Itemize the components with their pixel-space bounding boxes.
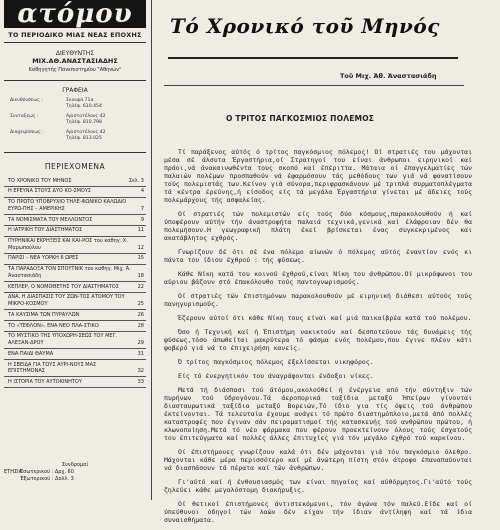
article-paragraph: Γνωρίζουν δέ ότι σέ ένα πόλεμο αίωνών ό πόλεμος αύτός έναντίον ενός κι πάντα του ίδιου έχθρού : τής φύσεως. bbox=[164, 248, 472, 264]
article-paragraph: Τί παράξενος αύτός ό τρίτος παγκόσμιος πόλεμος! Οί στρατιές του μάχονται μέσα σέ άλσυτα Έργαστήρια,οί Στρατηγοί του είναι άνθρωποι ειρηνικοί καί πράοι,νά άνακαινωθέντα τους σκοπό καί έπέριττα. Μάταια οί έπαγγελματίες τών παλαιών πολέμων προσπαθούν νά έφαρμόσουν τάς μεθόδους των γιά νά φανατίσουν τούς πολεμιστάς των.Κείνον γιά σύνορα,περιφρασκάνουν μέ τριπλά συρματοπλέγματα τά κέντρα έρεύνης,ή είσοδος είς τά μεγάλα Έργαστήρια γίνεται μέ άδειες τούς πολεμάρχους τής ασφαλείας. bbox=[164, 148, 472, 204]
toc-entry[interactable] bbox=[4, 310, 146, 321]
toc-entry-title: ΤΟ ΜΥΣΤΙΚΟ ΤΗΣ ΥΠΟΧΩΡΗ-ΣΕΩΣ ΤΟΥ ΜΕΓ. ΑΛΕΞΑΝ-ΔΡΟΥ bbox=[8, 333, 117, 346]
toc-entry[interactable] bbox=[4, 282, 146, 293]
office-row-value: Τηλέφ. 810.798 bbox=[66, 120, 102, 125]
offices-label: ΓΡΑΦΕΙΑ bbox=[62, 87, 88, 94]
article-paragraph: Όσο ή Τεχνική καί ή Έπιστήμη νακικτούν καί δεσποτεύουν τάς δυνάμεις τής φύσεως,τόσο άπωθείται μακρύτερα τό φάσμα ενός πολέμου,που έγινε πλέον κάτι φοβερό γιά νά το έπιχειρήση κανείς. bbox=[164, 328, 472, 352]
toc-entry-title: ΤΟ ΠΡΩΤΟ ΥΠΟΒΡΥΧΙΟ ΤΗΛΕ-ΦΩΝΙΚΟ ΚΑΛΩΔΙΟ ΕΥΡΩ-ΠΗΣ – ΑΜΕΡΙΚΗΣ bbox=[8, 199, 127, 212]
toc-entry-title: ΤΑ ΝΟΜΙΣΜΑΤΑ ΤΟΥ ΜΕΛΛΟΝΤΟΣ bbox=[8, 216, 93, 223]
toc-entry-title: ΕΝΑ ΠΑΙΔΙ ΘΑΥΜΑ bbox=[8, 350, 54, 357]
toc-entry-title: ΤΟ «ΤΕΦΛΟΝ», ΕΝΑ ΝΕΟ ΠΛΑ-ΣΤΙΚΟ bbox=[8, 322, 99, 329]
toc-entry[interactable] bbox=[4, 293, 146, 310]
divider bbox=[4, 80, 146, 81]
editor-label: ΔΙΕΥΘΥΝΤΗΣ bbox=[55, 50, 95, 57]
toc-entry-page: 15 bbox=[137, 255, 144, 262]
toc-entry-page: 28 bbox=[137, 322, 144, 329]
toc-entry[interactable] bbox=[4, 360, 146, 377]
article-paragraph: Ό τρίτος παγκόσμιος πόλεμος έξελίσσεται νικηφόρος. bbox=[178, 358, 374, 366]
article-paragraph: Οί στρατιές τών έπιστημόνων παρακολουθούν μέ ειρηνική διάθεσι αύτούς τούς πανηγυρισμούς. bbox=[164, 292, 472, 308]
subscription-row-label: ΕΤΗΣΙΑ bbox=[4, 468, 23, 475]
editor-role: Καθηγητής Πανεπιστημίου "Αθηνών" bbox=[28, 67, 122, 73]
toc-entry-page: 25 bbox=[137, 301, 144, 307]
title-underline bbox=[168, 57, 458, 59]
toc-entry-page: 31 bbox=[137, 350, 144, 357]
office-row-label: Διαχειρίσεως : bbox=[10, 130, 44, 135]
article-paragraph: Έζερουν αύτοί ότι κάθε Νίκη τους είναι καί μιά παικαίβρέα κατά τού πολέμου. bbox=[178, 314, 472, 322]
article-paragraph: Μετά τή διάσπασι τού άτόμου,ακολούθεί ή ένέργεια από τήν σύντηξιν τών πυρήνων τού ύδρογόνου.Τά άεροπορικά ταξίδια μεταξύ Ήπείρων γίνονται διασταυρωτικά ταξίδια μεταξύ Βορειών,Τό ίδιο για τίς όψεις τού άνθρώπου έκτείνονται. Τά τελευταία έχουμε ανάγει τό πρώτο διαστημόπλοιο,μετά άπό πολλές καταστροφές που έγιναν σάν πειραματισμοί τής κατασκευής τού ανθρώπου πρώτου, ή κλωνοποίηση.Μετά τό νέο φάρμακα που φέρουν προεκτείνουν όλους τούς έσχατούς του έπιτεύγματα καί πολλές άλλες έπιτυχίες γιά τόν μεγάλο έχθρό τού καρκίνου. bbox=[164, 386, 472, 442]
toc-entry-title: ΚΕΠΛΕΡ, Ο ΝΟΜΟΘΕΤΗΣ ΤΟΥ ΔΙΑΣΤΗΜΑΤΟΣ bbox=[8, 283, 119, 290]
subscription-row bbox=[4, 476, 146, 483]
article-paragraph: Κάθε Νίκη κατά του κοινού έχθρού,είναι Νίκη του άνθρώπου.Οί μικρόφωνοι του αύριου βάζουν στό έπακόλουθο τούς παντογνωρισμούς. bbox=[164, 270, 472, 286]
masthead-tagline: ΤΟ ΠΕΡΙΟΔΙΚΟ ΜΙΑΣ ΝΕΑΣ ΕΠΟΧΗΣ bbox=[8, 31, 142, 39]
article-body bbox=[164, 148, 472, 530]
office-row-value: Αριστοτέλους 42 bbox=[66, 114, 106, 119]
subscriptions-label: Συνδρομαί bbox=[61, 462, 89, 468]
toc-entry[interactable] bbox=[4, 254, 146, 265]
toc-entry-page: 32 bbox=[137, 368, 144, 375]
office-row-value: Σκουφά 71α bbox=[66, 98, 94, 103]
toc-entry[interactable] bbox=[4, 377, 146, 388]
editor-name: ΜΙΧ.ΑΘ.ΑΝΑΣΤΑΣΙΑΔΗΣ bbox=[32, 57, 118, 65]
subscription-row-value: Εσωτερικού : Δρχ. 60 bbox=[20, 468, 74, 475]
toc-entry[interactable] bbox=[4, 332, 146, 349]
article-paragraph: Γι'αύτό καί ή ένθουσιασμός των είναι πηγαίος καί αύθόρμητος.Γι'αύτό τούς ζηλεύει κάθε μεγαλόστομη διακήρυξις. bbox=[164, 478, 472, 494]
masthead-title: ατόμου bbox=[4, 0, 146, 28]
divider bbox=[164, 85, 464, 86]
article-paragraph: Οί στρατιές τών πολεμιστών είς τούς δύο κόσμους,παρακολουθούν ή καί ύποφέρουν αύτήν τήν άναστροφήτα παλαιά τεχνικά,γενικά καί έλάφροιαν δέν θα πολεμήσουν.Η γεωγραφική πλάτη έκεί βρίσκεται ένας συγκεκριμένος και ακατάβλητος εχθρός. bbox=[164, 210, 472, 242]
section-title: Τό Χρονικό τοῦ Μηνός bbox=[170, 14, 440, 38]
left-column bbox=[0, 0, 152, 500]
toc-entry[interactable] bbox=[4, 321, 146, 332]
column-divider bbox=[151, 0, 152, 500]
toc-entry-title: ΠΑΡΙΣΙ – ΝΕΑ ΥΟΡΚΗ 6 ΩΡΕΣ bbox=[8, 255, 79, 262]
toc-entry-page: 11 bbox=[137, 227, 144, 234]
toc-entry[interactable] bbox=[4, 226, 146, 237]
office-row-value: Τηλέφ. 813.025 bbox=[66, 136, 102, 141]
subscriptions bbox=[4, 462, 146, 483]
office-row-value: Τηλέφ. 610.454 bbox=[66, 104, 102, 109]
toc-entry[interactable] bbox=[4, 198, 146, 215]
toc-entry[interactable] bbox=[4, 176, 146, 187]
toc-entry-page: 9 bbox=[140, 216, 144, 223]
toc-entry-page: 29 bbox=[137, 339, 144, 346]
toc-entry[interactable] bbox=[4, 215, 146, 226]
toc-entry-page: 33 bbox=[137, 378, 144, 385]
office-row-label: Συνταξεως : bbox=[10, 114, 39, 119]
article-title: Ο ΤΡΙΤΟΣ ΠΑΓΚΟΣΜΙΟΣ ΠΟΛΕΜΟΣ bbox=[226, 114, 375, 123]
toc-entry[interactable] bbox=[4, 187, 146, 198]
toc-entry[interactable] bbox=[4, 349, 146, 360]
article-paragraph: Είς τό ένεργητικόν του άναγράφονται ένδοξοι νίκες. bbox=[178, 372, 374, 380]
toc-entry[interactable] bbox=[4, 265, 146, 282]
contents-title: ΠΕΡΙΕΧΟΜΕΝΑ bbox=[44, 162, 106, 171]
toc-entry-title: Η ΕΡΕΥΝΑ ΣΤΟΥΣ ΔΥΟ ΚΟ-ΣΜΟΥΣ bbox=[8, 188, 92, 195]
toc-entry[interactable] bbox=[4, 237, 146, 254]
subscription-row bbox=[4, 469, 146, 476]
toc-entry-page: 18 bbox=[137, 272, 144, 279]
toc-entry-page: Σελ. 3 bbox=[128, 177, 144, 184]
toc-entry-title: ΠΥΡΗΝΙΚΑΙ ΕΚΡΗΞΕΙΣ ΚΑΙ ΚΑΙ-ΡΟΣ του καθηγ. Χ. Μαρωπούλου bbox=[8, 238, 128, 251]
toc-entry-title: Η ΣΒΕΙΔΑ ΓΙΑ ΤΟΥΣ ΑΥΡΙ-ΝΟΥΣ ΜΑΣ ΕΠΙΣΤΗΜΟΝΑΣ bbox=[8, 361, 97, 375]
toc-entry-title: Η ΙΣΤΟΡΙΑ ΤΟΥ ΑΥΤΟΚΙΝΗΤΟΥ bbox=[8, 378, 82, 385]
divider bbox=[4, 152, 146, 153]
subscription-row-value: Έξωτερικού : Δολλ. 3 bbox=[20, 475, 74, 482]
toc-entry-page: 22 bbox=[137, 283, 144, 290]
table-of-contents bbox=[4, 176, 146, 388]
toc-entry-page: 4 bbox=[140, 188, 144, 195]
toc-entry-page: 26 bbox=[137, 311, 144, 318]
article-paragraph: Οί θετικοί έπιστήμονες άντιστεκόμενοι, τόν άγώνα τόν παλεύ.Είδε καί οί ύπεύθυνοι όδηγοί τών λαών δέν είχαν τήν ίδιαν άντίληψη καί τά ίδια συναισθήματα. bbox=[164, 500, 472, 524]
divider bbox=[4, 42, 146, 43]
article-byline: Τοῦ Μιχ. Ἀθ. Ἀναστασιάδη bbox=[340, 72, 437, 80]
toc-entry-title: ΤΟ ΧΡΟΝΙΚΟ ΤΟΥ ΜΗΝΟΣ bbox=[8, 177, 72, 184]
toc-entry-title: ΤΑ ΠΑΡΑΔΟΞΑ ΤΟΝ ΣΠΟΥΤΝΙΚ του καθηγ. Μιχ. Ά. Άναστασιάδη bbox=[8, 266, 131, 279]
office-row-value: Αριστοτέλους 42 bbox=[66, 130, 106, 135]
toc-entry-title: ΤΑ ΚΑΥΣΙΜΑ ΤΩΝ ΠΥΡΑΥΛΩΝ bbox=[8, 311, 80, 318]
article-paragraph: Οί έπιστήμονες γνωρίζουν καλά ότι δέν μάχονται γιά τόν παγκόσμιο όλεθρο. Μάχονται κάθε μέρα περισσότερο καί μέ άνώτερη πίστη στόν άτροφο έπαναπαύονται νά διασπάσουν τά πέρατα καί τών άνθρώπων. bbox=[164, 448, 472, 472]
toc-entry-page: 7 bbox=[140, 205, 144, 212]
toc-entry-title: Η ΙΑΤΡΙΚΗ ΤΟΥ ΔΙΑΣΤΗΜΑΤΟΣ bbox=[8, 227, 83, 234]
office-row-label: Διευθύνσεως : bbox=[10, 98, 43, 103]
toc-entry-title: ΔΝΑ, Η ΔΙΑΣΠΑΣΙΣ ΤΟΥ ΖΩΝ-ΤΟΣ ΑΤΟΜΟΥ ΤΟΥ ΜΙΚΡΟ-ΚΟΣΜΟΥ bbox=[8, 294, 125, 307]
toc-entry-page: 12 bbox=[137, 244, 144, 251]
